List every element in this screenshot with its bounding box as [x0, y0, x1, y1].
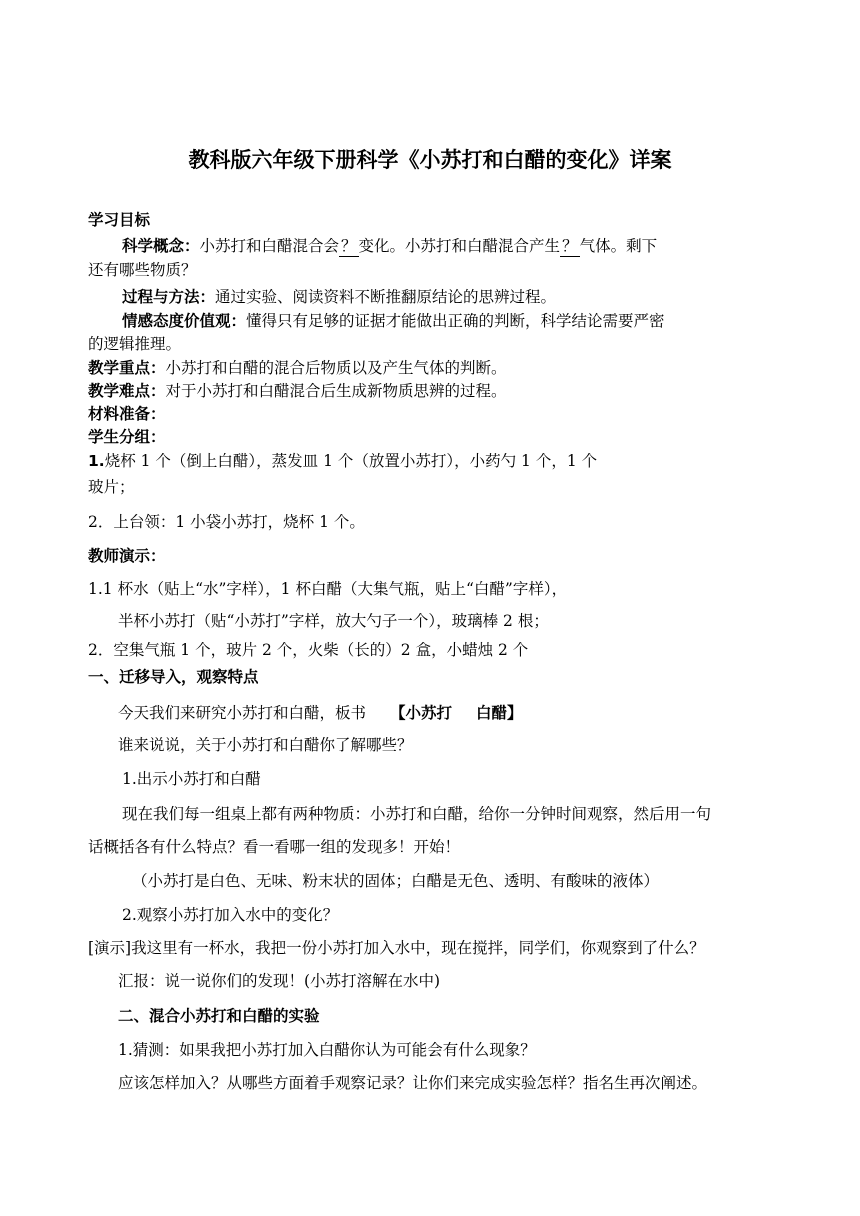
focus-text: 小苏打和白醋的混合后物质以及产生气体的判断。: [165, 359, 507, 377]
concept-line: [122, 236, 657, 257]
groups-item-1-num: 1.: [88, 452, 105, 470]
demo-item-1: 1.1 杯水（贴上“水”字样），1 杯白醋（大集气瓶，贴上“白醋”字样），: [88, 580, 568, 598]
section1-p7: [演示]我这里有一杯水，我把一份小苏打加入水中，现在搅拌，同学们，你观察到了什么？: [88, 939, 705, 957]
section1-p3: 1.出示小苏打和白醋: [122, 770, 261, 788]
concept-text-b: 变化。小苏打和白醋混合产生: [358, 237, 561, 255]
concept-blank-1: ？: [341, 237, 357, 255]
attitude-text-a: 懂得只有足够的证据才能做出正确的判断，科学结论需要严密: [246, 312, 665, 330]
goals-heading: 学习目标: [88, 211, 151, 229]
materials-label: 材料准备：: [88, 405, 166, 423]
groups-item-1-text: 烧杯 1 个（倒上白醋），蒸发皿 1 个（放置小苏打），小药勺 1 个，1 个: [104, 452, 598, 470]
section1-p4-cont: 话概括各有什么特点？看一看哪一组的发现多！开始！: [88, 838, 461, 856]
section2-heading: 二、混合小苏打和白醋的实验: [118, 1007, 320, 1025]
board-label-a: 【小苏打: [390, 704, 453, 722]
attitude-line: [122, 311, 665, 331]
process-line: [122, 287, 556, 307]
groups-item-1: [88, 451, 597, 471]
board-label-b: 白醋】: [476, 704, 523, 722]
section1-p2: 谁来说说，关于小苏打和白醋你了解哪些？: [118, 736, 413, 754]
concept-blank-2: ？: [562, 237, 578, 255]
difficulty-label: 教学难点：: [88, 382, 166, 400]
demo-label: 教师演示：: [88, 547, 166, 565]
groups-item-1-cont: 玻片；: [88, 478, 135, 496]
groups-item-2: 2．上台领：1 小袋小苏打，烧杯 1 个。: [88, 513, 365, 531]
section1-p6: 2.观察小苏打加入水中的变化？: [122, 906, 339, 924]
section2-p1: 1.猜测：如果我把小苏打加入白醋你认为可能会有什么现象？: [118, 1041, 536, 1059]
section1-heading: 一、迁移导入，观察特点: [88, 668, 259, 686]
concept-text-a: 小苏打和白醋混合会: [199, 237, 340, 255]
concept-label: 科学概念：: [122, 237, 200, 255]
section1-p8: 汇报：说一说你们的发现！(小苏打溶解在水中): [118, 972, 441, 990]
section1-p1-text: 今天我们来研究小苏打和白醋，板书: [118, 704, 367, 722]
groups-label: 学生分组：: [88, 428, 166, 446]
demo-item-2: 2．空集气瓶 1 个，玻片 2 个，火柴（长的）2 盒，小蜡烛 2 个: [88, 641, 529, 659]
attitude-label: 情感态度价值观：: [122, 312, 247, 330]
page-title: 教科版六年级下册科学《小苏打和白醋的变化》详案: [188, 148, 672, 172]
section1-p1: [118, 703, 523, 723]
difficulty-line: [88, 381, 507, 401]
focus-label: 教学重点：: [88, 359, 166, 377]
concept-text-c: 气体。剩下: [579, 237, 658, 255]
concept-line-2: 还有哪些物质？: [88, 261, 197, 279]
demo-item-1-cont: 半杯小苏打（贴“小苏打”字样，放大勺子一个），玻璃棒 2 根；: [118, 612, 549, 630]
section2-p2: 应该怎样加入？从哪些方面着手观察记录？让你们来完成实验怎样？指名生再次阐述。: [118, 1074, 708, 1092]
section1-p4: 现在我们每一组桌上都有两种物质：小苏打和白醋，给你一分钟时间观察，然后用一句: [122, 805, 712, 823]
process-text: 通过实验、阅读资料不断推翻原结论的思辨过程。: [215, 288, 557, 306]
process-label: 过程与方法：: [122, 288, 216, 306]
difficulty-text: 对于小苏打和白醋混合后生成新物质思辨的过程。: [165, 382, 507, 400]
attitude-line-2: 的逻辑推理。: [88, 335, 182, 353]
section1-p5: （小苏打是白色、无味、粉末状的固体；白醋是无色、透明、有酸味的液体）: [132, 872, 660, 890]
focus-line: [88, 358, 507, 378]
